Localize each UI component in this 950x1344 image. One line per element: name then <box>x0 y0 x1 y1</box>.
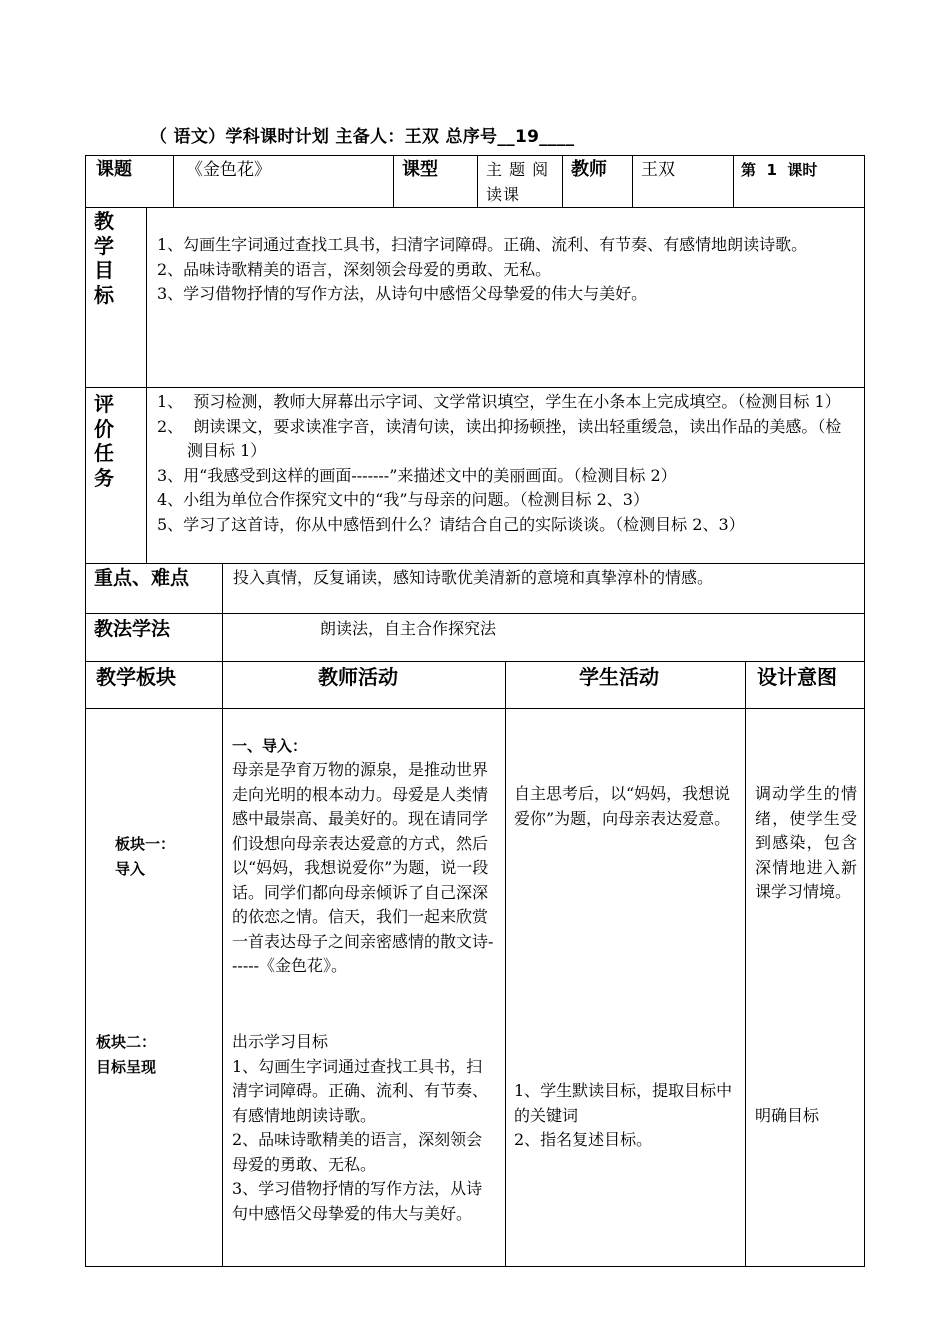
objective-item: 3、学习借物抒情的写作方法，从诗句中感悟父母挚爱的伟大与美好。 <box>157 284 648 303</box>
block1-teacher-text: 母亲是孕育万物的源泉，是推动世界走向光明的根本动力。母爱是人类情感中最崇高、最美好的。现在请同学们设想向母亲表达爱意的方式，然后以“妈妈，我想说爱你”为题，说一段话。同学们都向母亲倾诉了自己深深的依恋之情。信天，我们一起来欣赏一首表达母子之间亲密感情的散文诗------《金色花》。 <box>232 760 494 975</box>
key-points-label: 重点、难点 <box>94 567 190 589</box>
block1-teacher-title: 一、导入： <box>232 737 308 755</box>
block2-teacher-item: 1、勾画生字词通过查找工具书，扫清字词障碍。正确、流利、有节奏、有感情地朗读诗歌。 <box>232 1056 489 1125</box>
block2-name-line2: 目标呈现 <box>96 1057 157 1076</box>
assessment-item: 1、 预习检测，教师大屏幕出示字词、文学常识填空，学生在小条本上完成填空。（检测目标 1） <box>157 392 841 411</box>
key-points-value: 投入真情，反复诵读，感知诗歌优美清新的意境和真挚淳朴的情感。 <box>233 568 714 587</box>
assessment-list <box>157 390 857 537</box>
block2-student-item: 1、学生默读目标，提取目标中的关键词 <box>514 1081 733 1125</box>
objective-item: 2、品味诗歌精美的语言，深刻领会母爱的勇敢、无私。 <box>157 259 552 279</box>
lesson-type-value: 主 题 阅读课 <box>486 160 550 204</box>
block1-name <box>115 832 175 881</box>
header-student-activity: 学生活动 <box>579 665 659 689</box>
block1-intent-text: 调动学生的情绪，使学生受到感染，包含深情地进入新课学习情境。 <box>755 784 857 901</box>
block2-teacher-item: 3、学习借物抒情的写作方法，从诗句中感悟父母挚爱的伟大与美好。 <box>232 1179 483 1223</box>
assessment-item: 2、 朗读课文，要求读准字音，读清句读，读出抑扬顿挫，读出轻重缓急，读出作品的美感。（检测目标 1） <box>157 416 842 460</box>
block2-teacher-title: 出示学习目标 <box>232 1032 329 1051</box>
block2-intent-text: 明确目标 <box>755 1106 820 1125</box>
block1-name-line2: 导入 <box>115 859 146 878</box>
assessment-item: 4、小组为单位合作探究文中的“我”与母亲的问题。（检测目标 2、3） <box>157 490 649 509</box>
block2-student-activity <box>514 1079 740 1153</box>
assessment-label: 评价任务 <box>94 392 114 490</box>
block2-teacher-item: 2、品味诗歌精美的语言，深刻领会母爱的勇敢、无私。 <box>232 1130 483 1174</box>
block1-name-line1: 板块一： <box>115 835 176 853</box>
block1-student-text: 自主思考后，以“妈妈，我想说爱你”为题，向母亲表达爱意。 <box>514 784 731 828</box>
methods-value: 朗读法，自主合作探究法 <box>320 619 497 638</box>
assessment-item: 5、学习了这首诗，你从中感悟到什么？请结合自己的实际谈谈。（检测目标 2、3） <box>157 514 745 534</box>
page-title: （ 语文）学科课时计划 主备人：王双 总序号__19____ <box>150 127 575 147</box>
topic-label: 课题 <box>96 159 132 180</box>
header-teaching-block: 教学板块 <box>96 665 176 689</box>
objective-item: 1、勾画生字词通过查找工具书，扫清字词障碍。正确、流利、有节奏、有感情地朗读诗歌。 <box>157 235 808 254</box>
methods-label: 教法学法 <box>94 618 171 640</box>
block2-student-item: 2、指名复述目标。 <box>514 1130 653 1149</box>
teacher-label: 教师 <box>571 159 607 180</box>
block2-teacher-activity <box>232 1030 498 1226</box>
header-design-intent: 设计意图 <box>757 665 837 689</box>
teacher-value: 王双 <box>641 160 675 180</box>
block2-name <box>96 1030 156 1079</box>
objectives-list <box>157 233 857 307</box>
lesson-type-label: 课型 <box>402 159 438 180</box>
assessment-item: 3、用“我感受到这样的画面-------”来描述文中的美丽画面。（检测目标 2） <box>157 465 677 485</box>
topic-value: 《金色花》 <box>186 160 271 180</box>
header-teacher-activity: 教师活动 <box>318 665 398 689</box>
period-label: 第 1 课时 <box>741 161 818 179</box>
block2-name-line1: 板块二： <box>96 1033 157 1051</box>
objectives-label: 教学目标 <box>94 209 114 307</box>
